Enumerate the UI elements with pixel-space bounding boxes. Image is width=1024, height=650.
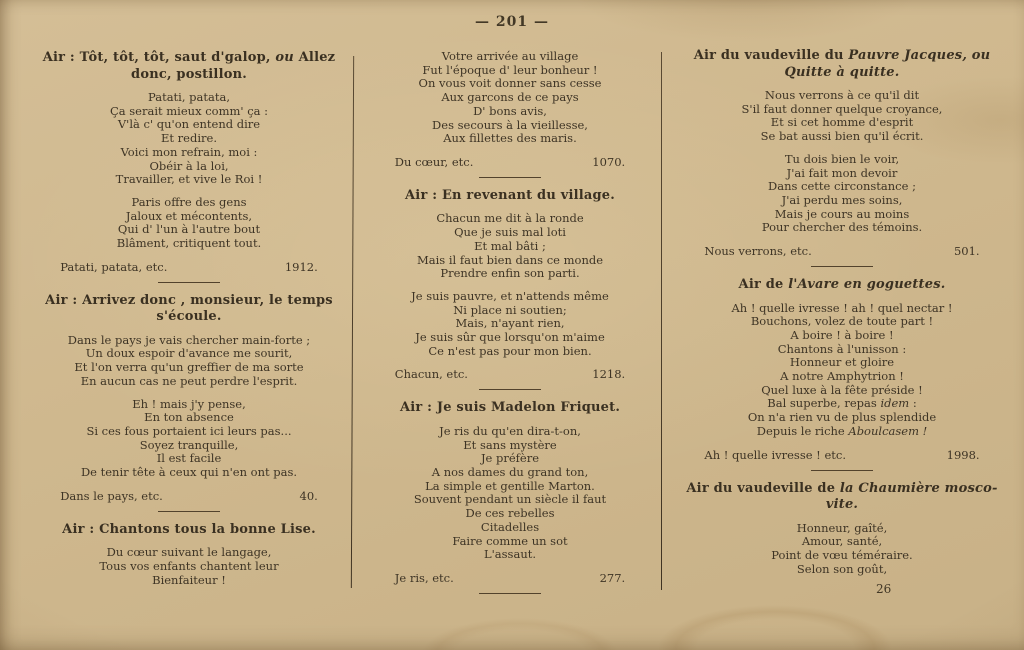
verse-line: Quel luxe à la fête préside ! — [761, 382, 923, 397]
plain-text: Allez — [293, 50, 336, 65]
song-footer — [395, 155, 625, 169]
verse-line: Bouchons, volez de toute part ! — [750, 314, 934, 329]
song-section — [366, 50, 654, 169]
verse-line: Faire comme un sot — [452, 533, 568, 548]
section-divider — [158, 511, 220, 512]
stanza — [670, 302, 1014, 439]
song-footer — [395, 367, 625, 381]
song-footer — [60, 489, 318, 503]
song-footer — [395, 571, 625, 585]
verse-line: J'ai perdu mes soins, — [781, 192, 903, 207]
verse-line: J'ai fait mon devoir — [786, 165, 898, 180]
verse-line: Aux fillettes des maris. — [443, 131, 577, 146]
verse-line: Mais il faut bien dans ce monde — [416, 252, 604, 267]
italic-text: la Chaumière mosco- — [839, 480, 998, 496]
verse-line: On vous voit donner sans cesse — [418, 76, 602, 91]
verse-line: Je suis pauvre, et n'attends même — [411, 288, 609, 303]
verse-line: L'assaut. — [484, 547, 536, 562]
tune-number: 277. — [599, 570, 626, 585]
song-title — [28, 293, 350, 326]
verse-line: Travailler, et vive le Roi ! — [115, 172, 263, 187]
verse-line: Dans cette circonstance ; — [768, 179, 916, 194]
verse-line: En ton absence — [144, 410, 234, 425]
section-divider — [479, 389, 541, 390]
refrain-abbrev: Du cœur, etc. — [394, 154, 474, 169]
verse-line: Ni place ni soutien; — [453, 302, 567, 317]
verse-line: Aux garcons de ce pays — [441, 90, 579, 105]
verse-line: On n'a rien vu de plus splendide — [747, 410, 937, 425]
plain-text: s'écoule. — [156, 309, 222, 325]
song-title — [670, 48, 1014, 81]
song-title-line — [366, 188, 654, 205]
signature-number: 26 — [876, 582, 892, 596]
song-title — [28, 522, 350, 539]
verse-line: Soyez tranquille, — [139, 437, 239, 452]
verse-line: Des secours à la vieillesse, — [432, 117, 588, 132]
section-divider — [479, 593, 541, 594]
verse-line: Tous vos enfants chantent leur — [99, 558, 279, 573]
song-footer — [704, 244, 979, 258]
italic-text: Aboulcasem ! — [848, 423, 928, 438]
tune-number: 1218. — [592, 367, 626, 382]
verse-line: Eh ! mais j'y pense, — [132, 396, 246, 411]
verse-line: Ce n'est pas pour mon bien. — [428, 343, 592, 358]
plain-text: Air du vaudeville du — [693, 48, 849, 63]
verse-line: Et mal bâti ; — [474, 238, 546, 253]
verse-line: Blâment, critiquent tout. — [116, 236, 262, 251]
verse-line: Honneur, gaîté, — [796, 520, 888, 535]
verse-line: Fut l'époque d' leur bonheur ! — [422, 62, 598, 77]
song-title-line — [28, 309, 350, 326]
plain-text: Depuis le riche — [756, 423, 849, 438]
plain-text: Air : Tôt, tôt, tôt, saut d'galop, — [42, 50, 276, 65]
tune-number: 1070. — [592, 154, 626, 169]
verse-line: Nous verrons à ce qu'il dit — [764, 88, 920, 102]
verse-line: A nos dames du grand ton, — [431, 465, 589, 480]
song-section — [28, 293, 350, 503]
song-section — [366, 188, 654, 382]
italic-text: l'Avare en goguettes. — [788, 277, 946, 293]
verse-line: Ça serait mieux comm' ça : — [109, 103, 269, 118]
song-section — [366, 400, 654, 585]
verse-line: Honneur et gloire — [789, 355, 895, 370]
verse-line: S'il faut donner quelque croyance, — [741, 101, 943, 116]
verse-line: Souvent pendant un siècle il faut — [413, 492, 607, 507]
song-section — [28, 522, 350, 588]
song-title — [670, 277, 1014, 294]
stanza — [670, 522, 1014, 577]
plain-text: Air : Arrivez donc , monsieur, le temps — [45, 292, 333, 308]
section-divider — [158, 282, 220, 283]
plain-text: Air de — [738, 277, 789, 293]
verse-line: Bienfaiteur ! — [152, 572, 226, 587]
italic-text: ou — [275, 50, 294, 65]
verse-line: Tu dois bien le voir, — [784, 151, 900, 166]
verse-line: V'là c' qu'on entend dire — [117, 117, 261, 132]
song-title-line — [670, 277, 1014, 294]
italic-text: Quitte à quitte. — [784, 64, 900, 80]
plain-text: Air : En revenant du village. — [405, 187, 615, 203]
stanza — [28, 196, 350, 251]
verse-line: Mais, n'ayant rien, — [455, 316, 565, 331]
verse-line: Mais je cours au moins — [774, 206, 910, 221]
verse-line: Chantons à l'unisson : — [777, 341, 907, 356]
song-section — [670, 481, 1014, 577]
plain-text: Air : Chantons tous la bonne Lise. — [62, 521, 316, 537]
verse-line: Selon son goût, — [796, 561, 888, 576]
text-column-left — [28, 48, 350, 596]
stanza — [670, 89, 1014, 144]
verse-line — [670, 425, 1014, 439]
song-section — [670, 277, 1014, 462]
tune-number: 1998. — [946, 447, 980, 462]
verse-line: Du cœur suivant le langage, — [106, 545, 272, 560]
refrain-abbrev: Je ris, etc. — [394, 570, 454, 585]
verse-line: Amour, santé, — [801, 534, 883, 549]
verse-line: Et redire. — [161, 131, 217, 146]
verse-line: Si ces fous portaient ici leurs pas... — [86, 423, 292, 438]
refrain-abbrev: Chacun, etc. — [394, 367, 468, 382]
song-title-line — [670, 48, 1014, 65]
verse-line: Dans le pays je vais chercher main-forte ; — [67, 332, 311, 347]
italic-text: idem — [880, 396, 910, 411]
stanza — [28, 546, 350, 587]
plain-text: Bal superbe, repas — [767, 396, 881, 411]
verse-line: Et l'on verra qu'un greffier de ma sorte — [74, 360, 304, 375]
verse-line: Se bat aussi bien qu'il écrit. — [760, 129, 924, 144]
song-title-line — [28, 67, 350, 84]
text-column-right — [670, 46, 1014, 585]
song-title-line — [670, 497, 1014, 514]
verse-line: Qui d' l'un à l'autre bout — [117, 222, 261, 237]
verse-line: Ah ! quelle ivresse ! ah ! quel nectar ! — [731, 300, 953, 315]
tune-number: 40. — [299, 488, 318, 503]
song-title-line — [366, 400, 654, 417]
verse-line: De tenir tête à ceux qui n'en ont pas. — [80, 465, 298, 480]
column-rule — [661, 52, 662, 590]
song-footer — [704, 448, 979, 462]
verse-line: Paris offre des gens — [131, 194, 247, 209]
verse-line: Et sans mystère — [463, 437, 557, 452]
verse-line: A notre Amphytrion ! — [780, 369, 904, 384]
song-footer — [60, 260, 318, 274]
page-number: — 201 — — [475, 14, 549, 30]
verse-line: Que je suis mal loti — [454, 225, 566, 240]
stanza — [28, 91, 350, 187]
song-section — [670, 48, 1014, 258]
verse-line: Citadelles — [480, 519, 540, 534]
song-title — [28, 50, 350, 83]
verse-line: Voici mon refrain, moi : — [120, 144, 258, 159]
song-title — [366, 188, 654, 205]
refrain-abbrev: Patati, patata, etc. — [60, 259, 168, 274]
verse-line: Chacun me dit à la ronde — [436, 211, 584, 226]
verse-line: Je suis sûr que lorsqu'on m'aime — [415, 330, 605, 345]
section-divider — [811, 470, 873, 471]
verse-line: En aucun cas ne peut perdre l'esprit. — [80, 373, 298, 388]
plain-text: : — [909, 396, 917, 411]
stanza — [366, 212, 654, 281]
stanza — [366, 425, 654, 562]
verse-line: Prendre enfin son parti. — [440, 266, 580, 281]
stanza — [28, 398, 350, 480]
refrain-abbrev: Nous verrons, etc. — [704, 244, 812, 259]
plain-text: Air du vaudeville de — [686, 480, 840, 496]
stanza — [366, 290, 654, 359]
song-title — [670, 481, 1014, 514]
column-rule — [351, 56, 354, 588]
verse-line: Je ris du qu'en dira-t-on, — [439, 423, 581, 438]
song-title-line — [28, 293, 350, 310]
stanza — [366, 50, 654, 146]
verse-line: A boire ! à boire ! — [790, 327, 894, 342]
section-divider — [811, 266, 873, 267]
verse-line: De ces rebelles — [465, 506, 555, 521]
verse-line: Un doux espoir d'avance me sourit, — [85, 346, 293, 361]
song-title-line — [670, 481, 1014, 498]
verse-line: Obéir à la loi, — [149, 158, 229, 173]
italic-text: vite. — [825, 497, 859, 513]
verse-line: Votre arrivée au village — [441, 49, 579, 63]
text-column-middle — [366, 50, 654, 604]
refrain-abbrev: Ah ! quelle ivresse ! etc. — [704, 447, 846, 462]
song-title-line — [28, 522, 350, 539]
stanza — [28, 334, 350, 389]
refrain-abbrev: Dans le pays, etc. — [60, 488, 163, 503]
verse-line: Je préfère — [480, 451, 540, 466]
verse-line: Jaloux et mécontents, — [125, 208, 253, 223]
song-title — [366, 400, 654, 417]
song-section — [28, 50, 350, 274]
italic-text: Pauvre Jacques, ou — [848, 48, 991, 63]
stanza — [670, 153, 1014, 235]
verse-line: Pour chercher des témoins. — [761, 220, 923, 235]
song-title-line — [28, 50, 350, 67]
verse-line — [670, 397, 1014, 411]
tune-number: 501. — [953, 244, 980, 259]
verse-line: Et si cet homme d'esprit — [770, 115, 914, 130]
tune-number: 1912. — [284, 259, 318, 274]
verse-line: Il est facile — [156, 451, 222, 466]
plain-text: donc, postillon. — [131, 66, 247, 82]
verse-line: D' bons avis, — [473, 103, 547, 118]
section-divider — [479, 177, 541, 178]
plain-text: Air : Je suis Madelon Friquet. — [399, 400, 621, 416]
verse-line: La simple et gentille Marton. — [425, 478, 595, 493]
verse-line: Patati, patata, — [148, 90, 230, 104]
song-title-line — [670, 65, 1014, 82]
verse-line: Point de vœu téméraire. — [771, 547, 913, 562]
